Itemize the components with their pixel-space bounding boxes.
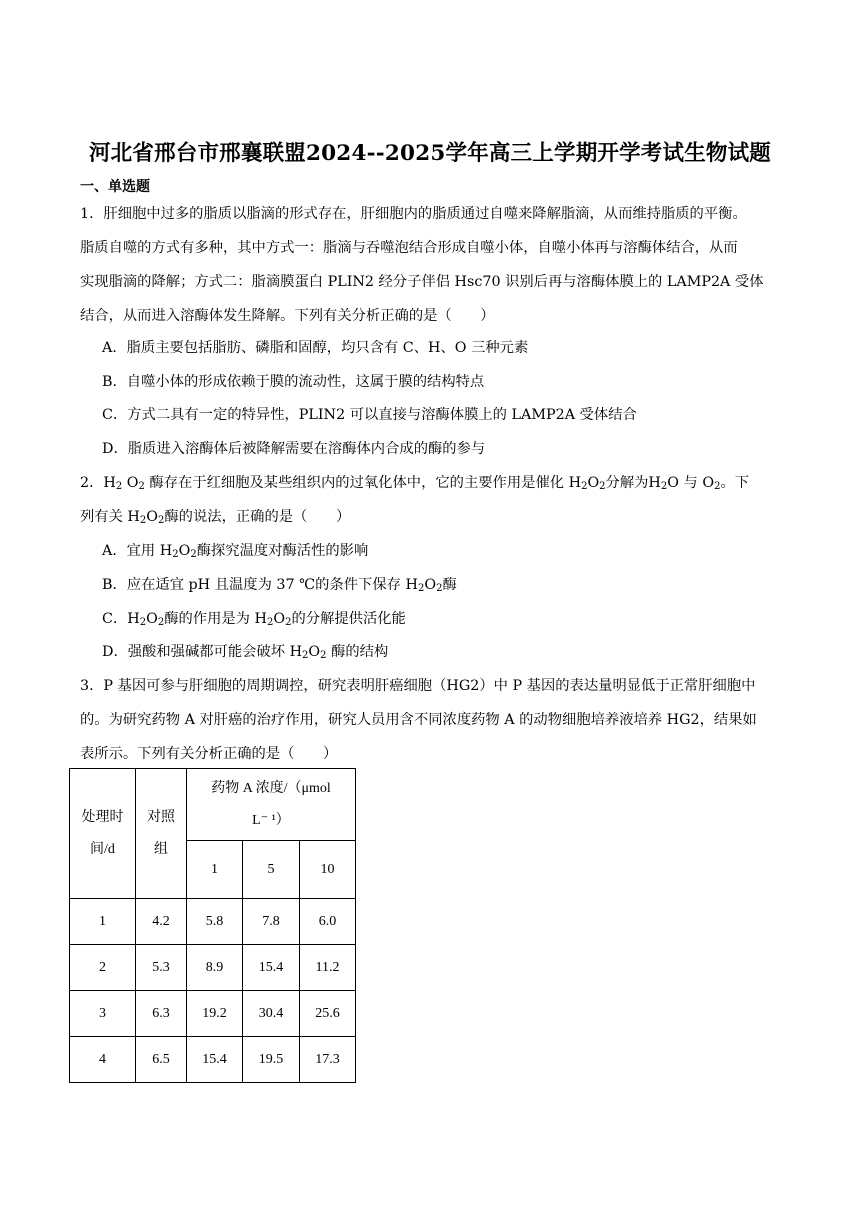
header-conc-10: 10 — [300, 841, 356, 899]
results-table — [69, 768, 356, 1083]
table-cell: 4 — [70, 1037, 136, 1083]
table-cell: 30.4 — [243, 991, 300, 1037]
page-title: 河北省邢台市邢襄联盟2024--2025学年高三上学期开学考试生物试题 — [88, 141, 772, 166]
q1-option-c: C．方式二具有一定的特异性，PLIN2 可以直接与溶酶体膜上的 LAMP2A 受体结合 — [102, 407, 637, 423]
header-conc-5: 5 — [243, 841, 300, 899]
q1-option-b: B．自噬小体的形成依赖于膜的流动性，这属于膜的结构特点 — [102, 374, 485, 390]
table-cell: 6.0 — [300, 899, 356, 945]
table-row — [70, 899, 356, 945]
q1-stem-line-2: 脂质自噬的方式有多种，其中方式一：脂滴与吞噬泡结合形成自噬小体，自噬小体再与溶酶体结合，从而 — [80, 240, 738, 256]
q1-option-a: A．脂质主要包括脂肪、磷脂和固醇，均只含有 C、H、O 三种元素 — [102, 340, 529, 356]
q3-stem-line-2: 的。为研究药物 A 对肝癌的治疗作用，研究人员用含不同浓度药物 A 的动物细胞培养液培养 HG2，结果如 — [80, 712, 757, 728]
table-cell: 5.8 — [187, 899, 243, 945]
table-cell: 17.3 — [300, 1037, 356, 1083]
q1-stem-line-3: 实现脂滴的降解；方式二：脂滴膜蛋白 PLIN2 经分子伴侣 Hsc70 识别后再与溶酶体膜上的 LAMP2A 受体 — [80, 274, 764, 290]
table-cell: 7.8 — [243, 899, 300, 945]
table-row — [70, 991, 356, 1037]
table-row — [70, 945, 356, 991]
table-cell: 6.5 — [136, 1037, 187, 1083]
table-cell: 2 — [70, 945, 136, 991]
table-cell: 1 — [70, 899, 136, 945]
table-cell: 15.4 — [187, 1037, 243, 1083]
q3-stem-line-1: 3．P 基因可参与肝细胞的周期调控，研究表明肝癌细胞（HG2）中 P 基因的表达量明显低于正常肝细胞中 — [80, 678, 756, 694]
q2-stem-line-1: 2．$H_2$ $O_2$ 酶存在于红细胞及某些组织内的过氧化体中，它的主要作用是催化 $H_2O_2$分解为$H_2O$ 与 $O_2$。下 — [80, 475, 750, 492]
table-cell: 3 — [70, 991, 136, 1037]
q2-option-a: A．宜用 $H_2O_2$酶探究温度对酶活性的影响 — [102, 543, 369, 560]
table-cell: 15.4 — [243, 945, 300, 991]
header-time: 处理时 间/d — [70, 769, 136, 899]
table-cell: 19.5 — [243, 1037, 300, 1083]
header-control: 对照 组 — [136, 769, 187, 899]
table-cell: 11.2 — [300, 945, 356, 991]
q2-option-d: D．强酸和强碱都可能会破坏 $H_2O_2$ 酶的结构 — [102, 644, 389, 661]
q1-stem-line-1: 1．肝细胞中过多的脂质以脂滴的形式存在，肝细胞内的脂质通过自噬来降解脂滴，从而维持脂质的平衡。 — [80, 206, 747, 222]
table-cell: 4.2 — [136, 899, 187, 945]
q2-option-b: B．应在适宜 pH 且温度为 37 ℃的条件下保存 $H_2O_2$酶 — [102, 577, 457, 594]
q1-stem-line-4: 结合，从而进入溶酶体发生降解。下列有关分析正确的是（ ） — [80, 308, 495, 324]
q2-stem-line-2: 列有关 $H_2O_2$酶的说法，正确的是（ ） — [80, 509, 351, 526]
q3-stem-line-3: 表所示。下列有关分析正确的是（ ） — [80, 746, 338, 762]
table-cell: 5.3 — [136, 945, 187, 991]
table-row — [70, 1037, 356, 1083]
q2-option-c: C．$H_2O_2$酶的作用是为 $H_2O_2$的分解提供活化能 — [102, 611, 406, 628]
table-cell: 25.6 — [300, 991, 356, 1037]
header-conc-1: 1 — [187, 841, 243, 899]
table-cell: 19.2 — [187, 991, 243, 1037]
table-cell: 8.9 — [187, 945, 243, 991]
header-drug-concentration: 药物 A 浓度/（μmol L⁻ ¹） — [187, 769, 356, 841]
q1-option-d: D．脂质进入溶酶体后被降解需要在溶酶体内合成的酶的参与 — [102, 441, 486, 457]
table-cell: 6.3 — [136, 991, 187, 1037]
section-label: 一、单选题 — [80, 179, 150, 195]
